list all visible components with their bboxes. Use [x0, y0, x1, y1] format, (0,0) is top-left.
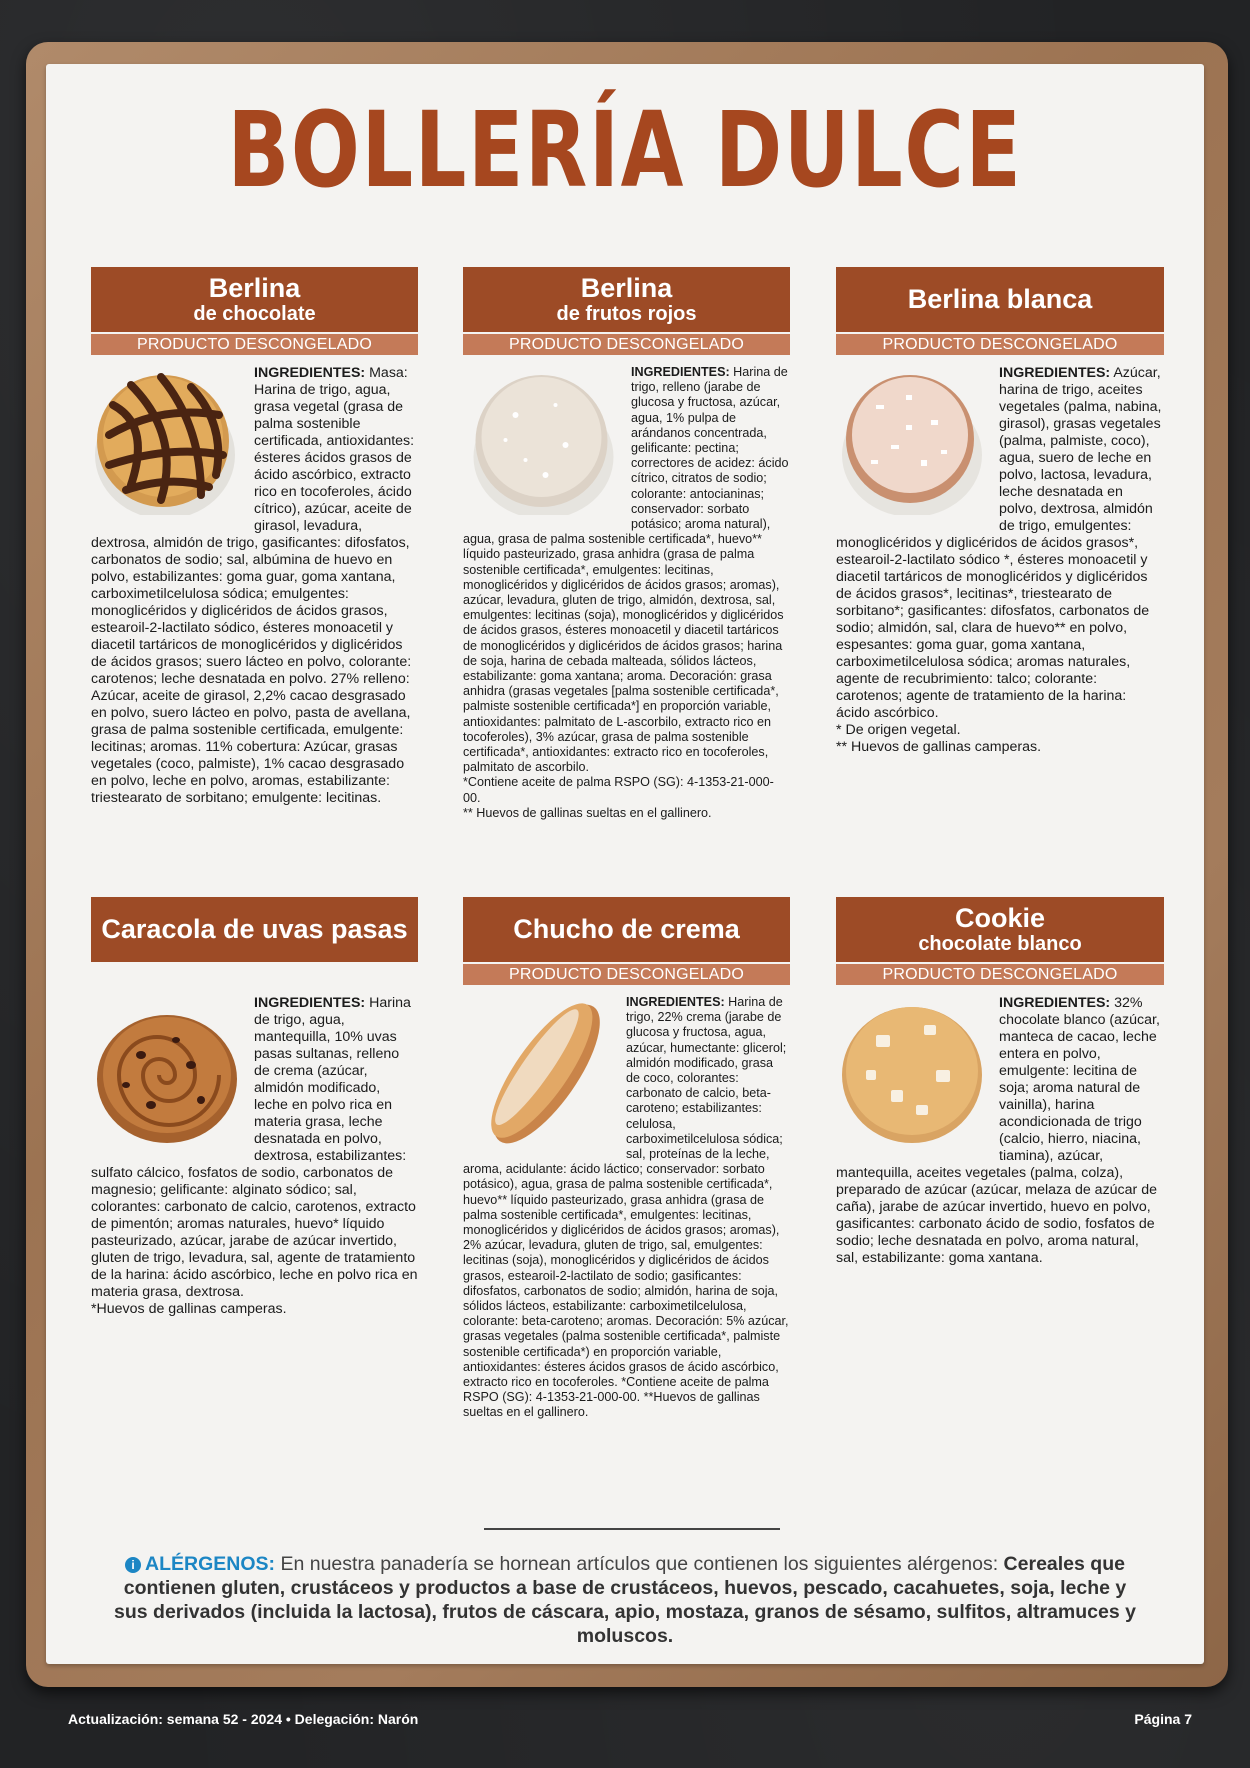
page-number: Página 7	[1134, 1711, 1192, 1727]
product-name: Berlina	[208, 272, 301, 303]
cookie-image	[836, 995, 991, 1145]
divider	[484, 1528, 780, 1530]
product-card-chucho	[463, 897, 790, 1421]
product-name: Cookie	[954, 902, 1046, 933]
footnote: * De origen vegetal.	[836, 722, 961, 738]
ingredients-text: INGREDIENTES: Masa: Harina de trigo, agua, grasa vegetal (grasa de palma sostenible certificada, antioxidantes: ésteres ácidos grasos de ácido ascórbico, extracto rico en tocoferoles, ácido cítrico), azúcar, aceite de girasol, levadura, dextrosa, almidón de trigo, gasificantes: difosfatos, carbonatos de sodio; sal, albúmina de huevo en polvo, estabilizantes: goma guar, goma xantana, carboximetilcelulosa sódica; emulgentes: monoglicéridos y diglicéridos de ácidos grasos, estearoil-2-lactilato sódico, ésteres monoacetil y diacetil tartáricos de monoglicéridos y diglicéridos de ácidos grasos; suero lácteo en polvo, colorante: carotenos; leche desnatada en polvo. 27% relleno: Azúcar, aceite de girasol, 2,2% cacao desgrasado en polvo, suero lácteo en polvo, pasta de avellana, grasa de palma sostenible certificada, emulgente: lecitinas; aromas. 11% cobertura: Azúcar, grasas vegetales (coco, palmiste), 1% cacao desgrasado en polvo, leche en polvo, aromas, estabilizante: triestearato de sorbitano; emulgente: lecitinas.	[91, 365, 415, 806]
allergens-notice	[110, 1552, 1140, 1648]
white-donut-image	[836, 365, 991, 515]
product-card-caracola	[91, 897, 418, 1318]
ingredients-text: INGREDIENTES: Harina de trigo, agua, mantequilla, 10% uvas pasas sultanas, relleno de crema (azúcar, almidón modificado, leche en polvo rica en materia grasa, leche desnatada en polvo, dextrosa, estabilizantes: sulfato cálcico, fosfatos de sodio, carbonatos de magnesio; gelificante: alginato sódico; sal, colorantes: carbonato de calcio, carotenos, extracto de pimentón; aromas naturales, huevo* líquido pasteurizado, azúcar, jarabe de azúcar invertido, gluten de trigo, levadura, sal, agente de tratamiento de la harina: ácido ascórbico, leche en polvo rica en materia grasa, dextrosa.	[91, 995, 418, 1300]
product-name: Berlina	[580, 272, 673, 303]
product-header	[463, 897, 790, 962]
ingredients-text: INGREDIENTES: Harina de trigo, 22% crema (jarabe de glucosa y fructosa, agua, azúcar, humectante: glicerol; almidón modificado, grasa de coco, colorantes: carbonato de calcio, beta-caroteno; estabilizantes: celulosa, carboximetilcelulosa sódica; sal, proteínas de la leche, aroma, acidulante: ácido láctico; conservador: sorbato potásico), agua, grasa de palma sostenible certificada*, huevo** líquido pasteurizado, grasa anhidra (grasa de palma sostenible certificada*, emulgentes: lecitinas, monoglicéridos y diglicéridos de ácidos grasos; aromas), 2% azúcar, levadura, gluten de trigo, sal, emulgentes: lecitinas (soja), monoglicéridos y diglicéridos de ácidos grasos, estearoil-2-lactilato de sodio; gasificantes: difosfatos, carbonatos de sodio; almidón, harina de soja, sólidos lácteos, estabilizante: carboximetilcelulosa, colorante: beta-caroteno; aromas. Decoración: 5% azúcar, grasas vegetales (palma sostenible certificada*, palmiste sostenible certificada*) en proporción variable, antioxidantes: ésteres ácidos grasos de ácido ascórbico, extracto rico en tocoferoles. *Contiene aceite de palma RSPO (SG): 4-1353-21-000-00. **Huevos de gallinas sueltas en el gallinero.	[463, 995, 789, 1420]
footnote: *Contiene aceite de palma RSPO (SG): 4-1353-21-000-00.	[463, 775, 774, 805]
cream-pastry-image	[463, 995, 618, 1145]
ingredients-text: INGREDIENTES: Harina de trigo, relleno (jarabe de glucosa y fructosa, azúcar, agua, 1% pulpa de arándanos concentrada, gelificante: pectina; correctores de acidez: ácido cítrico, citratos de sodio; colorante: antocianinas; conservador: sorbato potásico; aroma natural), agua, grasa de palma sostenible certificada*, huevo** líquido pasteurizado, grasa anhidra (grasa de palma sostenible certificada*, emulgentes: lecitinas, monoglicéridos y diglicéridos de ácidos grasos; aromas), azúcar, levadura, gluten de trigo, almidón, dextrosa, sal, emulgentes: lecitinas (soja), monoglicéridos y diglicéridos de ácidos grasos, ésteres monoacetil y diacetil tartáricos de monoglicéridos y diglicéridos de ácidos grasos; harina de soja, harina de cebada malteada, sólidos lácteos, estabilizante: goma xantana; aroma. Decoración: grasa anhidra (grasas vegetales [palma sostenible certificada*, palmiste sostenible certificada*] en proporción variable, antioxidantes: palmitato de L-ascorbilo, extracto rico en tocoferoles), 3% azúcar, grasa de palma sostenible certificada*, antioxidantes: extracto rico en tocoferoles, palmitato de ascorbilo.	[463, 365, 789, 775]
product-header	[836, 897, 1164, 962]
footnote: ** Huevos de gallinas sueltas en el gallinero.	[463, 805, 712, 820]
allergens-list: Cereales que contienen gluten, crustáceos y productos a base de crustáceos, huevos, pescado, cacahuetes, soja, leche y sus derivados (incluida la lactosa), frutos de cáscara, apio, mostaza, granos de sésamo, sulfitos, altramuces y moluscos.	[114, 1553, 1136, 1647]
product-name: Caracola de uvas pasas	[101, 914, 408, 944]
footnote: *Huevos de gallinas camperas.	[91, 1301, 287, 1317]
product-header	[463, 267, 790, 332]
product-header	[91, 897, 418, 962]
product-name: Chucho de crema	[513, 914, 740, 944]
allergens-intro: En nuestra panadería se hornean artículos que contienen los siguientes alérgenos:	[280, 1553, 999, 1575]
product-header	[836, 267, 1164, 332]
product-badge: PRODUCTO DESCONGELADO	[836, 334, 1164, 355]
product-badge: PRODUCTO DESCONGELADO	[463, 334, 790, 355]
chocolate-donut-image	[91, 365, 246, 515]
allergens-label: ALÉRGENOS:	[145, 1553, 276, 1575]
info-icon: i	[125, 1557, 141, 1573]
product-badge: PRODUCTO DESCONGELADO	[91, 334, 418, 355]
product-subtitle: de frutos rojos	[556, 302, 697, 325]
product-card-cookie	[836, 897, 1164, 1267]
product-header	[91, 267, 418, 332]
raisin-swirl-image	[91, 995, 246, 1145]
ingredients-text: INGREDIENTES: 32% chocolate blanco (azúcar, manteca de cacao, leche entera en polvo, emulgente: lecitina de soja; aroma natural de vainilla), harina acondicionada de trigo (calcio, hierro, niacina, tiamina), azúcar, mantequilla, aceites vegetales (palma, colza), preparado de azúcar (azúcar, melaza de azúcar de caña), jarabe de azúcar invertido, huevo en polvo, gasificantes: carbonato ácido de sodio, fosfatos de sodio; leche desnatada en polvo, aroma natural, sal, estabilizante: goma xantana.	[836, 995, 1160, 1266]
page-title: BOLLERÍA DULCE	[227, 89, 1023, 211]
footnote: ** Huevos de gallinas camperas.	[836, 739, 1042, 755]
product-card-berlina-frutos-rojos	[463, 267, 790, 821]
product-badge: PRODUCTO DESCONGELADO	[463, 964, 790, 985]
sugar-donut-image	[463, 365, 623, 515]
product-badge: PRODUCTO DESCONGELADO	[836, 964, 1164, 985]
product-card-berlina-blanca	[836, 267, 1164, 756]
product-name: Berlina blanca	[907, 284, 1093, 314]
update-info: Actualización: semana 52 - 2024 • Delegación: Narón	[68, 1711, 419, 1727]
product-subtitle: chocolate blanco	[918, 932, 1082, 955]
product-card-berlina-chocolate	[91, 267, 418, 807]
product-subtitle: de chocolate	[193, 302, 316, 325]
ingredients-text: INGREDIENTES: Azúcar, harina de trigo, aceites vegetales (palma, nabina, girasol), grasas vegetales (palma, palmiste, coco), agua, suero de leche en polvo, lactosa, levadura, leche desnatada en polvo, dextrosa, almidón de trigo, emulgentes: monoglicéridos y diglicéridos de ácidos grasos*, estearoil-2-lactilato sódico *, ésteres monoacetil y diacetil tartáricos de monoglicéridos y diglicéridos de ácidos grasos*, lecitinas*, triestearato de sorbitano*; gasificantes: difosfatos, carbonatos de sodio; almidón, sal, clara de huevo** en polvo, espesantes: goma guar, goma xantana, carboximetilcelulosa sódica; aromas naturales, agente de recubrimiento: talco; colorante: carotenos; agente de tratamiento de la harina: ácido ascórbico.	[836, 365, 1162, 721]
